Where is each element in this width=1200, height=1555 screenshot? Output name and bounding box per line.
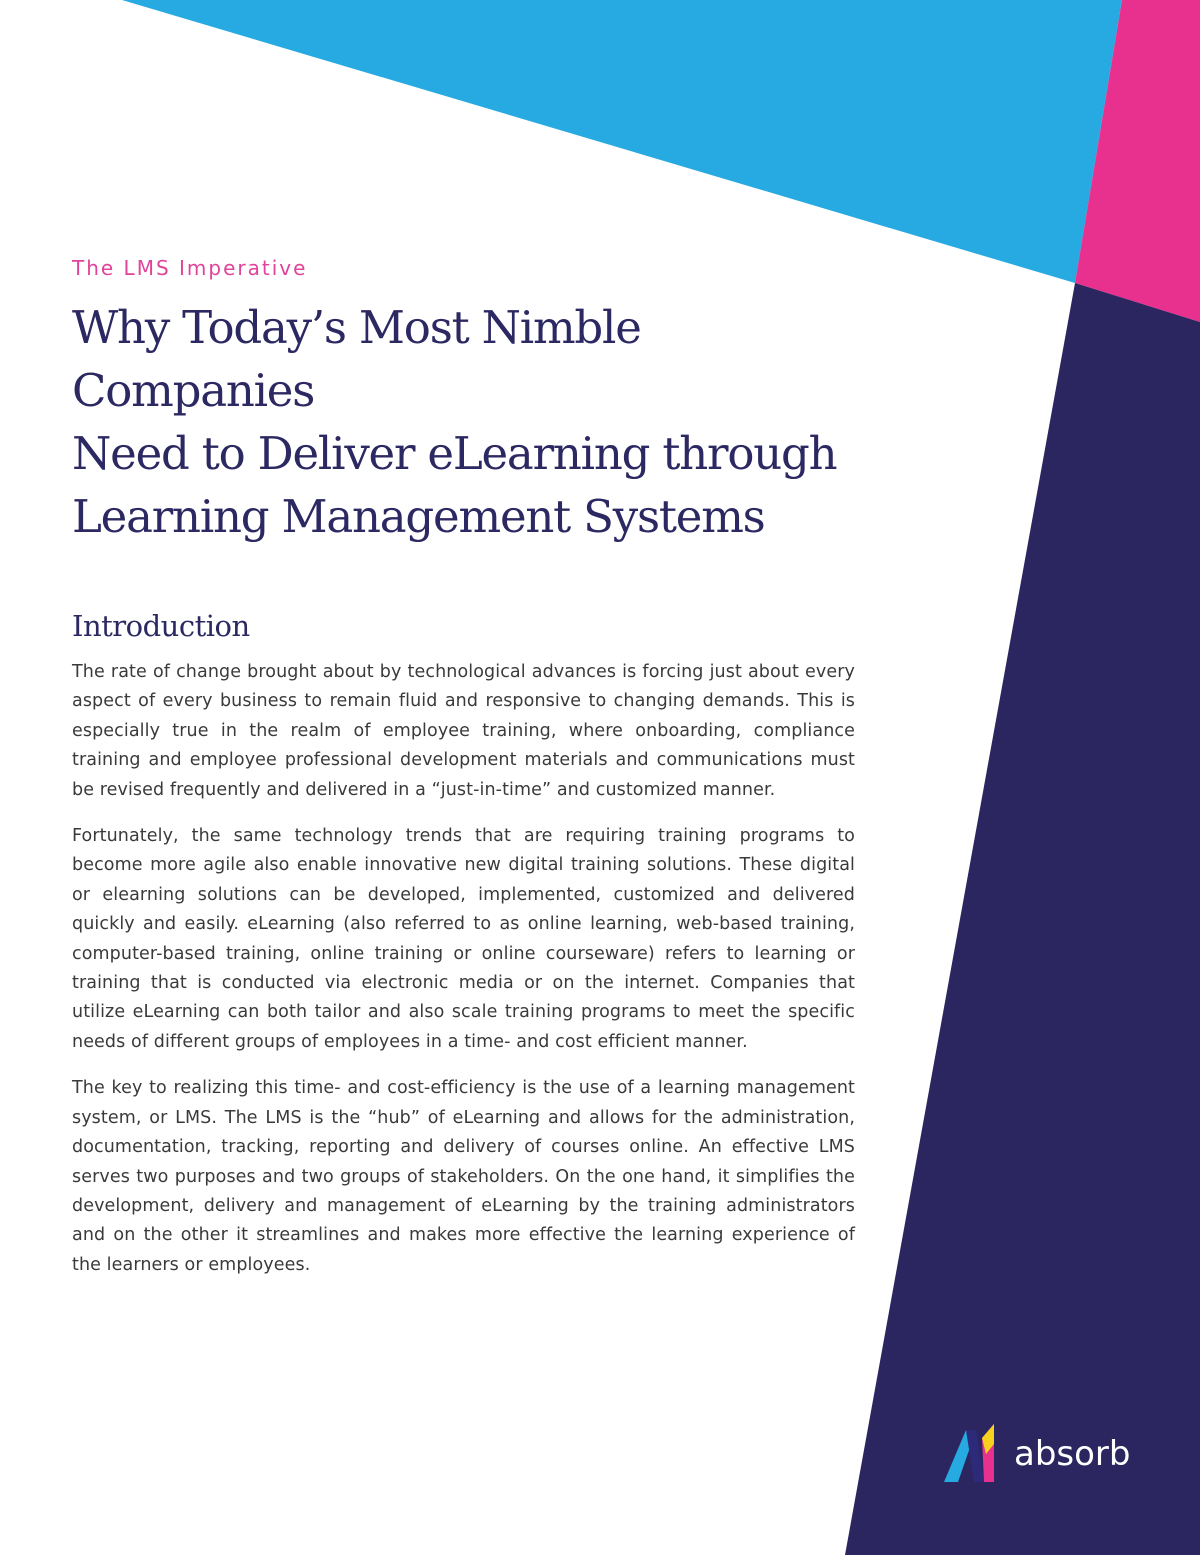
- paragraph-1: The rate of change brought about by technological advances is forcing just about every aspect of every business to remain fluid and responsive to changing demands. This is especially true in the realm of employee training, where onboarding, compliance training and employee professional development materials and communications must be revised frequently and delivered in a “just-in-time” and customized manner.: [72, 662, 855, 800]
- title-line-2: Need to Deliver eLearning through: [72, 427, 837, 480]
- paragraph-2: Fortunately, the same technology trends that are requiring training programs to become more agile also enable innovative new digital training solutions. These digital or elearning solutions can be developed, implemented, customized and delivered quickly and easily. eLearning (also referred to as online learning, web-based training, computer-based training, online training or online courseware) refers to learning or training that is conducted via electronic media or on the internet. Companies that utilize eLearning can both tailor and also scale training programs to meet the specific needs of different groups of employees in a time- and cost efficient manner.: [72, 826, 855, 1052]
- document-body: [72, 252, 855, 1297]
- document-title: [72, 296, 855, 548]
- absorb-logo: [944, 1424, 1131, 1484]
- title-line-3: Learning Management Systems: [72, 490, 765, 543]
- cyan-diagonal-shape: [122, 0, 1122, 283]
- absorb-logo-mark-icon: [944, 1424, 1000, 1484]
- logo-wordmark: absorb: [1014, 1434, 1131, 1474]
- title-line-1: Why Today’s Most Nimble Companies: [72, 301, 641, 417]
- eyebrow-label: The LMS Imperative: [72, 256, 308, 280]
- paragraph-3: The key to realizing this time- and cost-efficiency is the use of a learning management system, or LMS. The LMS is the “hub” of eLearning and allows for the administration, documentation, tracking, reporting and delivery of courses online. An effective LMS serves two purposes and two groups of stakeholders. On the one hand, it simplifies the development, delivery and management of eLearning by the training administrators and on the other it streamlines and makes more effective the learning experience of the learners or employees.: [72, 1078, 855, 1275]
- section-heading: Introduction: [72, 609, 250, 643]
- navy-diagonal-shape: [845, 283, 1200, 1555]
